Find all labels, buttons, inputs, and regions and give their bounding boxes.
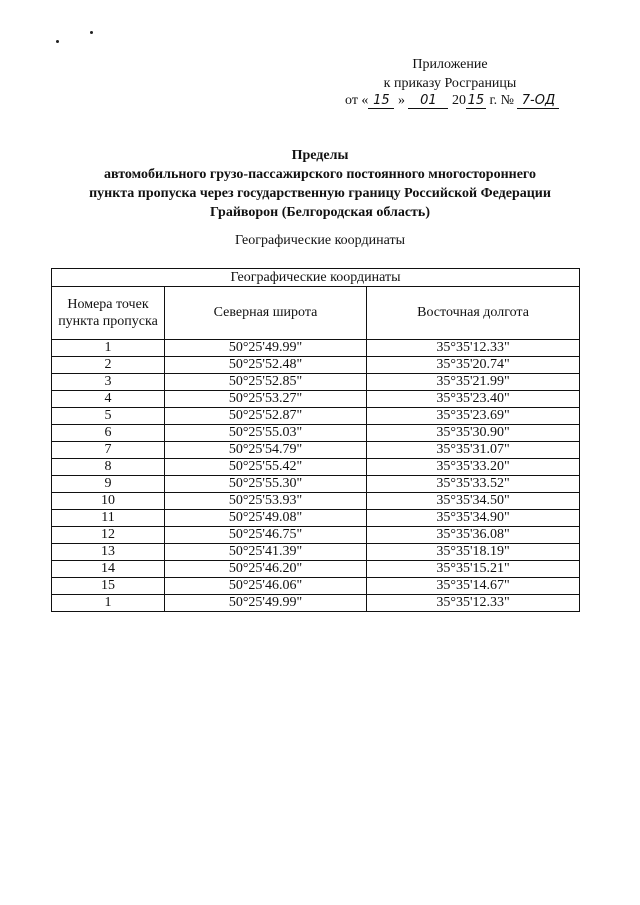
cell-point: 9 bbox=[52, 476, 165, 493]
cell-longitude: 35°35'36.08" bbox=[367, 527, 580, 544]
cell-point: 2 bbox=[52, 357, 165, 374]
table-row bbox=[52, 340, 580, 357]
cell-point: 3 bbox=[52, 374, 165, 391]
cell-latitude: 50°25'52.87" bbox=[165, 408, 367, 425]
cell-latitude: 50°25'46.20" bbox=[165, 561, 367, 578]
cell-latitude: 50°25'53.27" bbox=[165, 391, 367, 408]
table-row bbox=[52, 357, 580, 374]
cell-longitude: 35°35'15.21" bbox=[367, 561, 580, 578]
cell-longitude: 35°35'34.90" bbox=[367, 510, 580, 527]
document-title bbox=[40, 146, 600, 222]
cell-latitude: 50°25'41.39" bbox=[165, 544, 367, 561]
cell-longitude: 35°35'33.20" bbox=[367, 459, 580, 476]
cell-longitude: 35°35'23.69" bbox=[367, 408, 580, 425]
table-row bbox=[52, 544, 580, 561]
appendix-label: Приложение bbox=[412, 57, 488, 72]
table-row bbox=[52, 561, 580, 578]
table-row bbox=[52, 510, 580, 527]
cell-point: 4 bbox=[52, 391, 165, 408]
order-g-no: г. № bbox=[489, 93, 514, 108]
cell-latitude: 50°25'52.48" bbox=[165, 357, 367, 374]
cell-point: 14 bbox=[52, 561, 165, 578]
scan-speck bbox=[90, 31, 93, 34]
cell-longitude: 35°35'20.74" bbox=[367, 357, 580, 374]
cell-longitude: 35°35'30.90" bbox=[367, 425, 580, 442]
cell-point: 13 bbox=[52, 544, 165, 561]
cell-latitude: 50°25'55.42" bbox=[165, 459, 367, 476]
title-line-3: пункта пропуска через государственную границу Российской Федерации bbox=[89, 186, 551, 201]
order-prefix: от « bbox=[345, 93, 369, 108]
order-quote-close: » bbox=[397, 93, 405, 108]
cell-point: 10 bbox=[52, 493, 165, 510]
table-row bbox=[52, 527, 580, 544]
cell-point: 1 bbox=[52, 595, 165, 612]
cell-point: 6 bbox=[52, 425, 165, 442]
cell-latitude: 50°25'49.99" bbox=[165, 595, 367, 612]
table-row bbox=[52, 374, 580, 391]
cell-latitude: 50°25'46.75" bbox=[165, 527, 367, 544]
cell-latitude: 50°25'46.06" bbox=[165, 578, 367, 595]
cell-latitude: 50°25'55.30" bbox=[165, 476, 367, 493]
cell-point: 1 bbox=[52, 340, 165, 357]
cell-longitude: 35°35'18.19" bbox=[367, 544, 580, 561]
table-row bbox=[52, 425, 580, 442]
cell-latitude: 50°25'54.79" bbox=[165, 442, 367, 459]
cell-longitude: 35°35'23.40" bbox=[367, 391, 580, 408]
table-body bbox=[52, 340, 580, 612]
cell-longitude: 35°35'34.50" bbox=[367, 493, 580, 510]
table-row bbox=[52, 442, 580, 459]
cell-longitude: 35°35'12.33" bbox=[367, 595, 580, 612]
cell-latitude: 50°25'49.99" bbox=[165, 340, 367, 357]
cell-longitude: 35°35'14.67" bbox=[367, 578, 580, 595]
table-row bbox=[52, 578, 580, 595]
table-merged-header: Географические координаты bbox=[52, 269, 580, 287]
order-date-number bbox=[345, 93, 559, 109]
cell-longitude: 35°35'21.99" bbox=[367, 374, 580, 391]
order-year-prefix: 20 bbox=[451, 93, 466, 108]
order-day: 15 bbox=[368, 94, 394, 109]
table-row bbox=[52, 595, 580, 612]
title-line-1: Пределы bbox=[291, 148, 349, 163]
column-header-point: Номера точек пункта пропуска bbox=[52, 287, 165, 340]
cell-point: 15 bbox=[52, 578, 165, 595]
table-row bbox=[52, 476, 580, 493]
scan-speck bbox=[56, 40, 59, 43]
table-row bbox=[52, 493, 580, 510]
column-header-longitude: Восточная долгота bbox=[367, 287, 580, 340]
cell-point: 11 bbox=[52, 510, 165, 527]
cell-longitude: 35°35'31.07" bbox=[367, 442, 580, 459]
cell-point: 8 bbox=[52, 459, 165, 476]
title-line-4: Грайворон (Белгородская область) bbox=[210, 205, 430, 220]
title-line-2: автомобильного грузо-пассажирского постоянного многостороннего bbox=[104, 167, 536, 182]
order-number: 7-ОД bbox=[517, 94, 559, 109]
appendix-order-ref: к приказу Росграницы bbox=[383, 76, 517, 91]
cell-latitude: 50°25'49.08" bbox=[165, 510, 367, 527]
cell-latitude: 50°25'53.93" bbox=[165, 493, 367, 510]
subtitle: Географические координаты bbox=[235, 233, 405, 248]
cell-latitude: 50°25'52.85" bbox=[165, 374, 367, 391]
coordinates-table bbox=[51, 268, 580, 612]
column-header-latitude: Северная широта bbox=[165, 287, 367, 340]
table-row bbox=[52, 459, 580, 476]
cell-point: 12 bbox=[52, 527, 165, 544]
cell-point: 5 bbox=[52, 408, 165, 425]
order-year-suffix: 15 bbox=[467, 93, 485, 108]
cell-longitude: 35°35'12.33" bbox=[367, 340, 580, 357]
appendix-header bbox=[320, 55, 580, 93]
table-row bbox=[52, 408, 580, 425]
table-row bbox=[52, 391, 580, 408]
cell-point: 7 bbox=[52, 442, 165, 459]
order-month: 01 bbox=[408, 94, 448, 109]
cell-latitude: 50°25'55.03" bbox=[165, 425, 367, 442]
cell-longitude: 35°35'33.52" bbox=[367, 476, 580, 493]
